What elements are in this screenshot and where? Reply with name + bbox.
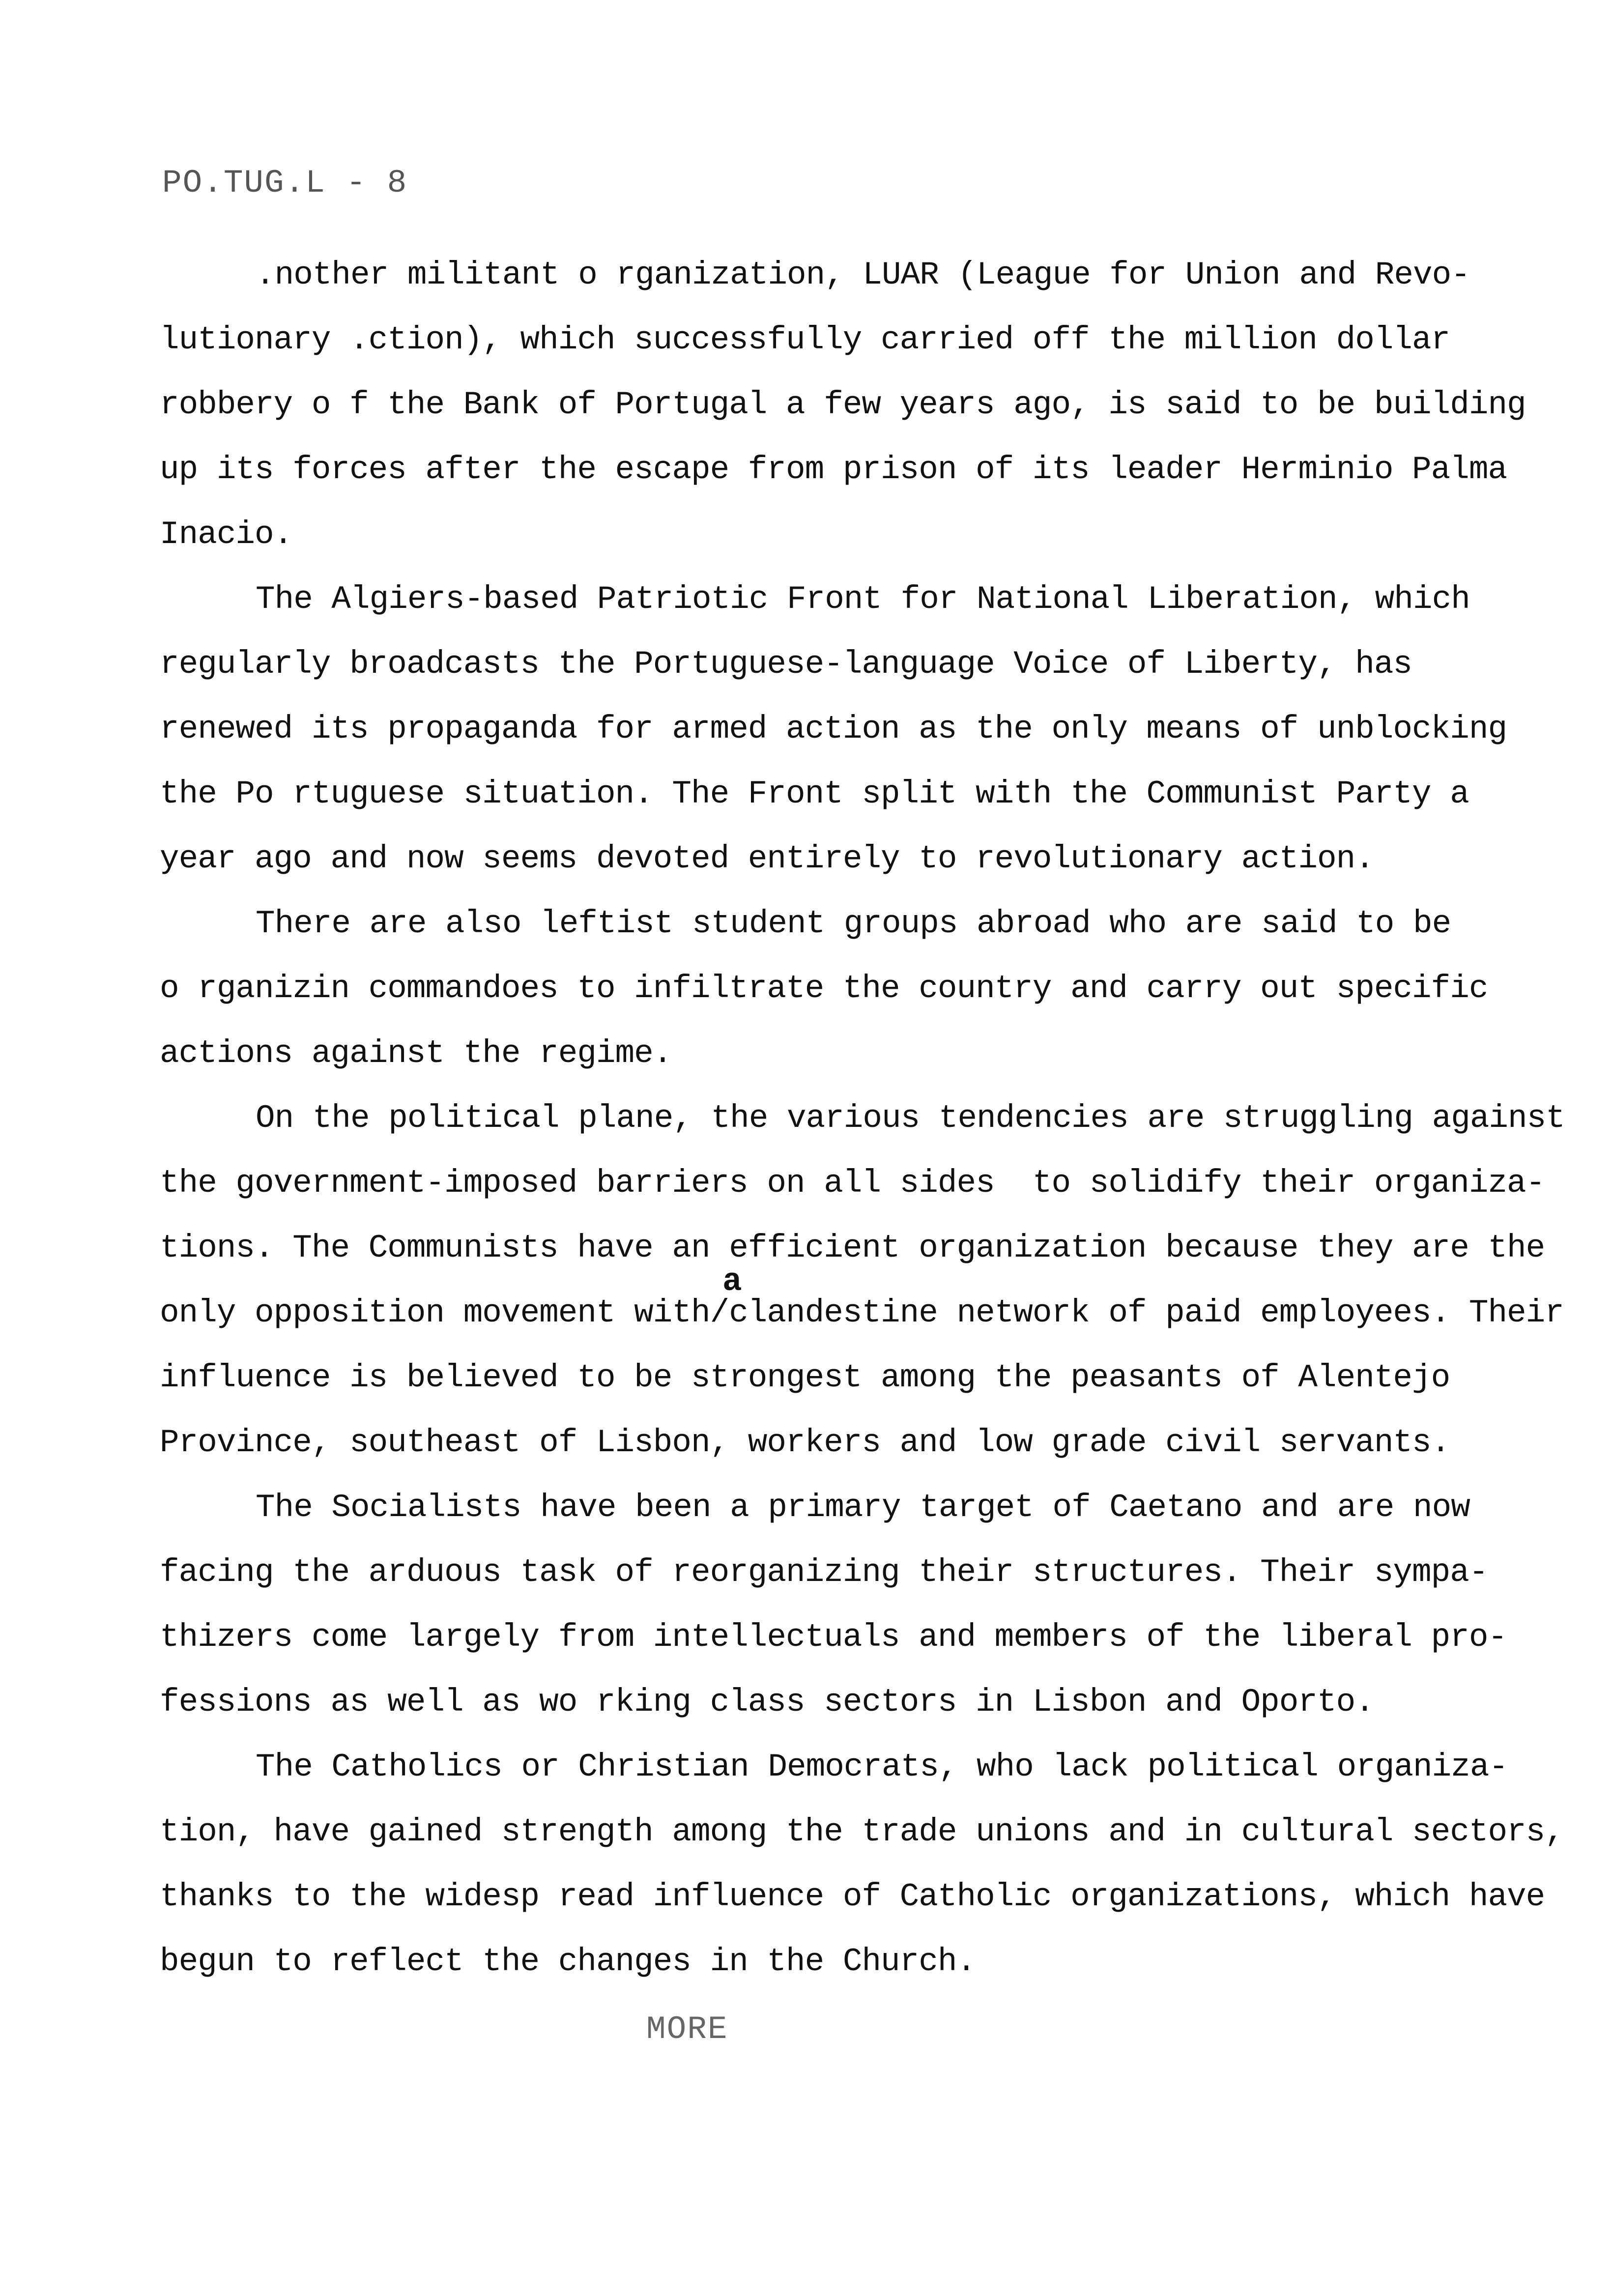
paragraph-4-line-6: Province, southeast of Lisbon, workers and low grade civil servants. (160, 1424, 1450, 1461)
paragraph-1-line-3: robbery o f the Bank of Portugal a few years ago, is said to be building (160, 386, 1526, 423)
paragraph-5-line-4: fessions as well as wo rking class sectors in Lisbon and Oporto. (160, 1684, 1374, 1721)
paragraph-6-line-4: begun to reflect the changes in the Church. (160, 1943, 976, 1980)
paragraph-2-line-2: regularly broadcasts the Portuguese-language Voice of Liberty, has (160, 646, 1412, 683)
paragraph-5-line-2: facing the arduous task of reorganizing their structures. Their sympa- (160, 1554, 1488, 1591)
paragraph-3-line-1: There are also leftist student groups abroad who are said to be (256, 905, 1451, 942)
paragraph-5-line-3: thizers come largely from intellectuals and members of the liberal pro- (160, 1619, 1507, 1656)
paragraph-1-line-2: lutionary .ction), which successfully carried off the million dollar (160, 321, 1450, 358)
paragraph-6-line-2: tion, have gained strength among the trade unions and in cultural sectors, (160, 1813, 1564, 1850)
paragraph-4-line-5: influence is believed to be strongest among the peasants of Alentejo (160, 1359, 1450, 1396)
paragraph-4-line-3: tions. The Communists have an efficient organization because they are the (160, 1230, 1545, 1266)
paragraph-2-line-4: the Po rtuguese situation. The Front split with the Communist Party a (160, 775, 1469, 812)
paragraph-4-line-4: only opposition movement with/clandestine network of paid employees. Their (160, 1294, 1564, 1331)
paragraph-1-line-1: .nother militant o rganization, LUAR (League for Union and Revo- (256, 257, 1470, 293)
paragraph-3-line-3: actions against the regime. (160, 1035, 672, 1072)
paragraph-1-line-4: up its forces after the escape from prison of its leader Herminio Palma (160, 451, 1507, 488)
paragraph-6-line-3: thanks to the widesp read influence of Catholic organizations, which have (160, 1878, 1545, 1915)
paragraph-2-line-5: year ago and now seems devoted entirely to revolutionary action. (160, 840, 1374, 877)
paragraph-4-line-1: On the political plane, the various tendencies are struggling against (256, 1100, 1565, 1137)
continuation-marker: MORE (646, 2011, 728, 2048)
paragraph-2-line-1: The Algiers-based Patriotic Front for National Liberation, which (256, 581, 1470, 618)
interlinear-insertion: a (722, 1263, 742, 1300)
page-header: PO.TUG.L - 8 (162, 165, 408, 201)
paragraph-3-line-2: o rganizin commandoes to infiltrate the country and carry out specific (160, 970, 1488, 1007)
paragraph-4-line-2: the government-imposed barriers on all sides to solidify their organiza- (160, 1165, 1545, 1202)
paragraph-1-line-5: Inacio. (160, 516, 293, 553)
paragraph-2-line-3: renewed its propaganda for armed action as the only means of unblocking (160, 711, 1507, 747)
paragraph-6-line-1: The Catholics or Christian Democrats, who lack political organiza- (256, 1749, 1508, 1785)
paragraph-5-line-1: The Socialists have been a primary target of Caetano and are now (256, 1489, 1470, 1526)
